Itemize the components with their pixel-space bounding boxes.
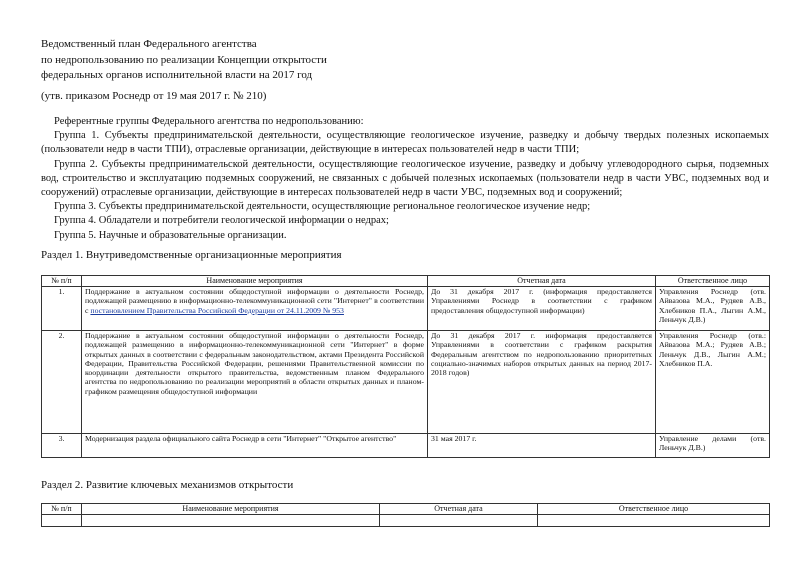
table-header-row: [42, 504, 770, 515]
table-row: [42, 515, 770, 527]
title-line: по недропользованию по реализации Концепции открытости: [41, 53, 327, 66]
table-row: [42, 434, 770, 458]
cell-date: 31 мая 2017 г.: [428, 434, 656, 458]
section2-table: [41, 503, 770, 527]
title-line: федеральных органов исполнительной власти на 2017 год: [41, 69, 313, 81]
document-title: [41, 37, 327, 84]
group-item: Группа 4. Обладатели и потребители геологической информации о недрах;: [54, 215, 389, 227]
cell-resp: Управления Роснедр (отв.: Айвазова М.А.; Рудяев А.В.; Леньчук Д.В., Лыгин А.М.; Хлебников П.А.: [656, 331, 770, 434]
header-num: № п/п: [42, 276, 82, 287]
cell-name: [82, 287, 428, 331]
cell-empty: [42, 515, 82, 527]
cell-name: Поддержание в актуальном состоянии общедоступной информации о деятельности Роснедр, подлежащей размещению в информационно-телекоммуникационной сети "Интернет" в форме открытых данных в соответствии с федеральным законодательством, актами Президента Российской Федерации, Правительства Российской Федерации, решениями Правительственной комиссии по координации деятельности открытого правительства, ведомственным планом Федерального агентства по недропользованию по реализации мероприятий в области открытых данных и планом-графиком размещения общедоступной информации: [82, 331, 428, 434]
section1-table: [41, 275, 770, 458]
cell-resp: Управление делами (отв. Леньчук Д.В.): [656, 434, 770, 458]
header-name: Наименование мероприятия: [82, 276, 428, 287]
cell-num: 2.: [42, 331, 82, 434]
cell-name: Модернизация раздела официального сайта Роснедр в сети "Интернет" "Открытое агентство": [82, 434, 428, 458]
section1-title: Раздел 1. Внутриведомственные организационные мероприятия: [41, 249, 342, 261]
header-date: Отчетная дата: [428, 276, 656, 287]
header-date: Отчетная дата: [380, 504, 538, 515]
cell-num: 1.: [42, 287, 82, 331]
header-resp: Ответственное лицо: [538, 504, 770, 515]
table-row: [42, 331, 770, 434]
group-item: Группа 2. Субъекты предпринимательской деятельности, осуществляющие геологическое изучение, разведку и добычу углеводородного сырья, подземных вод, строительство и эксплуатацию подземных сооружений, не связанных с добычей полезных ископаемых (пользователи недр в части УВС, подземных вод и сооружений) отраслевые организации, действующие в интересах пользователей недр в части УВС, подземных вод и сооружений;: [41, 158, 769, 199]
cell-empty: [380, 515, 538, 527]
header-name: Наименование мероприятия: [82, 504, 380, 515]
decree-link[interactable]: постановлением Правительства Российской Федерации от 24.11.2009 № 953: [90, 305, 344, 315]
groups-intro: Референтные группы Федерального агентства по недропользованию:: [54, 116, 364, 127]
reference-groups: [41, 115, 769, 243]
cell-empty: [82, 515, 380, 527]
cell-date: До 31 декабря 2017 г. информация предоставляется Управлениями в соответствии с графиком раскрытия Федеральным агентством по недропользованию приоритетных социально-значимых наборов открытых данных на период 2017-2018 годов): [428, 331, 656, 434]
header-num: № п/п: [42, 504, 82, 515]
approval-note: (утв. приказом Роснедр от 19 мая 2017 г. № 210): [41, 90, 267, 102]
section2-title: Раздел 2. Развитие ключевых механизмов открытости: [41, 479, 294, 491]
cell-num: 3.: [42, 434, 82, 458]
group-item: Группа 1. Субъекты предпринимательской деятельности, осуществляющие геологическое изучение, разведку и добычу твердых полезных ископаемых (пользователи недр в части ТПИ), отраслевые организации, действующие в интересах пользователей недр в части ТПИ;: [41, 130, 769, 156]
group-item: Группа 3. Субъекты предпринимательской деятельности, осуществляющие региональное геологическое изучение недр;: [54, 201, 591, 213]
title-line: Ведомственный план Федерального агентства: [41, 38, 257, 50]
cell-name-text: Поддержание в актуальном состоянии общедоступной информации о деятельности Роснедр, подлежащей размещению в информационно-телекоммуникационной сети "Интернет" в соответствии с: [85, 287, 424, 315]
cell-date: До 31 декабря 2017 г. (информация предоставляется Управлениями Роснедр в соответствии с графиком предоставления общедоступной информации): [428, 287, 656, 331]
table-row: [42, 287, 770, 331]
header-resp: Ответственное лицо: [656, 276, 770, 287]
group-item: Группа 5. Научные и образовательные организации.: [54, 229, 287, 241]
cell-resp: Управления Роснедр (отв. Айвазова М.А., Рудяев А.В., Хлебников П.А., Лыгин А.М., Леньчук Д.В.): [656, 287, 770, 331]
cell-empty: [538, 515, 770, 527]
table-header-row: [42, 276, 770, 287]
